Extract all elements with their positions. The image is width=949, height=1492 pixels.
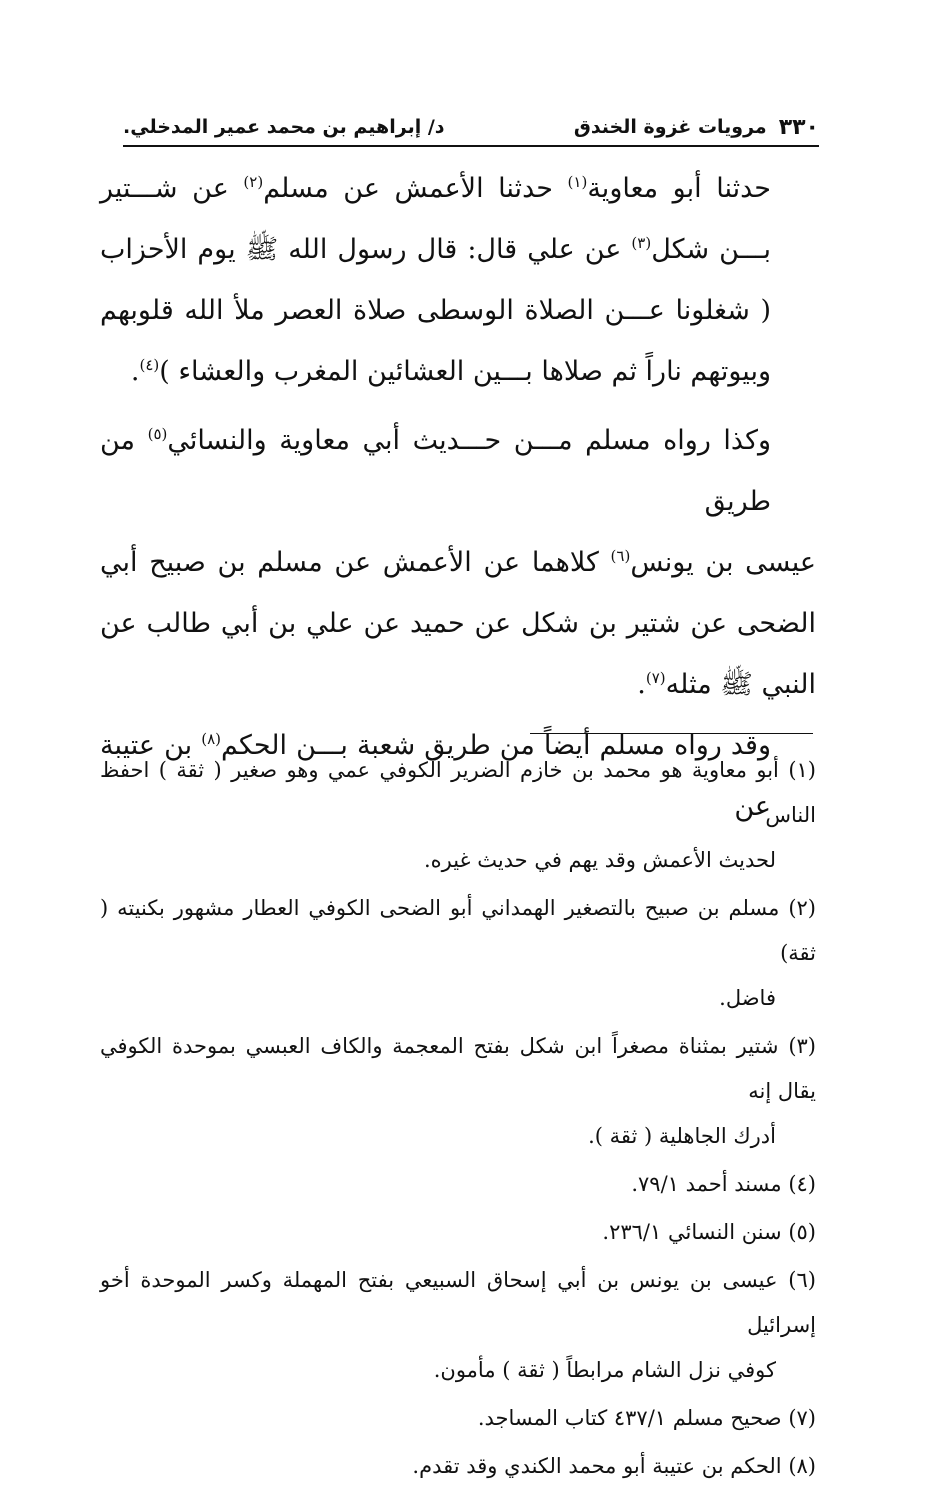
book-title: مرويات غزوة الخندق (573, 116, 767, 138)
footnote-8 (100, 1444, 816, 1489)
footnote-3 (100, 1024, 816, 1159)
text-segment: . (130, 356, 140, 387)
text-segment: وكذا رواه مسلم مـــن حـــديث أبي معاوية والنسائي (167, 425, 771, 456)
footnote-ref-3[interactable]: (٣) (631, 234, 652, 252)
footnote-6 (100, 1258, 816, 1393)
footnote-text-continued: لحديث الأعمش وقد يهم في حديث غيره. (423, 848, 776, 872)
text-segment: عن علي قال: قال رسول الله ﷺ يوم الأحزاب ( شغلونا عـــن الصلاة الوسطى صلاة العصر ملأ الله قلوبهم وبيوتهم ناراً ثم صلاها بـــين العشائين المغرب والعشاء ) (100, 234, 771, 387)
footnote-number: (٢) (788, 896, 816, 920)
footnote-ref-2[interactable]: (٢) (243, 173, 264, 191)
text-segment: . (637, 669, 646, 700)
footnote-text: سنن النسائي ٢٣٦/١. (602, 1220, 782, 1244)
paragraph-muslim-nasai (100, 410, 816, 532)
footnote-text-continued: كوفي نزل الشام مرابطاً ( ثقة ) مأمون. (433, 1358, 776, 1382)
author-name: د/ إبراهيم بن محمد عمير المدخلي. (123, 116, 445, 138)
footnote-number: (٧) (788, 1406, 816, 1430)
footnote-ref-6[interactable]: (٦) (610, 547, 631, 565)
text-segment: وقد رواه مسلم أيضاً من طريق شعبة بـــن الحكم (221, 730, 771, 761)
footnote-text-continued: أدرك الجاهلية ( ثقة ). (588, 1124, 776, 1148)
footnote-text: مسلم بن صبيح بالتصغير الهمداني أبو الضحى الكوفي العطار مشهور بكنيته ( ثقة) (100, 896, 816, 965)
text-segment: حدثنا الأعمش عن مسلم (263, 173, 568, 204)
page-title-group (574, 115, 819, 140)
text-segment: عيسى بن يونس (630, 547, 817, 578)
footnote-ref-1[interactable]: (١) (567, 173, 588, 191)
footnote-text: شتير بمثناة مصغراً ابن شكل بفتح المعجمة والكاف العبسي بموحدة الكوفي يقال إنه (100, 1034, 816, 1103)
footnote-divider (530, 733, 813, 734)
footnote-ref-4[interactable]: (٤) (139, 356, 160, 374)
footnote-5 (100, 1210, 816, 1255)
footnotes-section (100, 748, 816, 1492)
footnote-7 (100, 1396, 816, 1441)
text-segment: كلاهما عن الأعمش عن مسلم بن صبيح أبي الضحى عن شتير بن شكل عن حميد عن علي بن أبي طالب عن النبي ﷺ مثله (100, 547, 816, 700)
footnote-text: أبو معاوية هو محمد بن خازم الضرير الكوفي عمي وهو صغير ( ثقة ) احفظ الناس (100, 758, 816, 827)
footnote-text: مسند أحمد ٧٩/١. (631, 1172, 782, 1196)
paragraph-hadith (100, 158, 816, 402)
footnote-number: (٨) (788, 1454, 816, 1478)
text-segment: حدثنا أبو معاوية (587, 173, 771, 204)
footnote-text: عيسى بن يونس بن أبي إسحاق السبيعي بفتح المهملة وكسر الموحدة أخو إسرائيل (100, 1268, 816, 1337)
footnote-text: صحيح مسلم ٤٣٧/١ كتاب المساجد. (477, 1406, 782, 1430)
page-header (123, 112, 819, 142)
footnote-ref-8[interactable]: (٨) (201, 730, 221, 748)
text-segment: من طريق (100, 425, 771, 517)
footnote-number: (٦) (788, 1268, 816, 1292)
header-divider (123, 145, 819, 147)
footnote-text-continued: فاضل. (719, 986, 776, 1010)
footnote-number: (١) (788, 758, 816, 782)
footnote-2 (100, 886, 816, 1021)
text-segment: بن عتيبة عن (100, 730, 771, 822)
footnote-number: (٥) (788, 1220, 816, 1244)
footnote-number: (٤) (788, 1172, 816, 1196)
footnote-number: (٣) (788, 1034, 816, 1058)
footnote-4 (100, 1162, 816, 1207)
footnote-text: الحكم بن عتيبة أبو محمد الكندي وقد تقدم. (412, 1454, 782, 1478)
footnote-ref-5[interactable]: (٥) (147, 425, 168, 443)
page-number: ٣٣٠ (778, 114, 819, 140)
text-segment: عن شـــتير بـــن شكل (100, 173, 771, 265)
footnote-1 (100, 748, 816, 883)
footnote-ref-7[interactable]: (٧) (645, 669, 666, 687)
